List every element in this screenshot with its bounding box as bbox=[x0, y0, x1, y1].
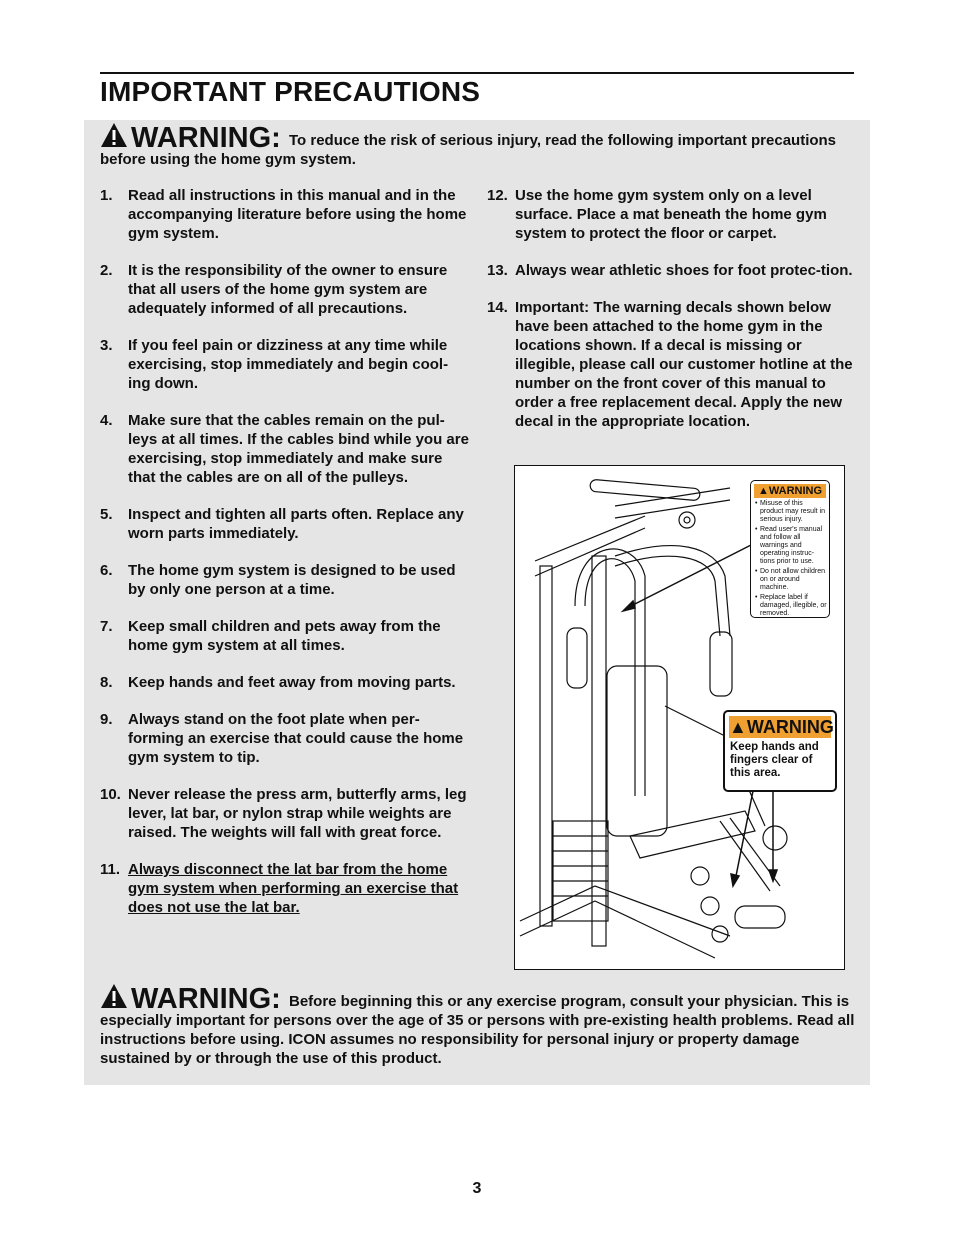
page-number: 3 bbox=[472, 1180, 482, 1197]
warning-triangle-icon bbox=[100, 122, 128, 148]
decal-bullet: • Read user's manual and follow all warnings and operating instruc-tions prior to use. bbox=[755, 526, 827, 566]
warning-decal-small bbox=[750, 480, 830, 618]
list-item: 8. Keep hands and feet away from moving parts. bbox=[100, 674, 456, 691]
warning-triangle-icon bbox=[100, 983, 128, 1009]
decal-text: Keep hands and fingers clear of this area. bbox=[730, 741, 819, 779]
decal-header: ▲WARNING bbox=[729, 717, 834, 737]
top-rule bbox=[100, 72, 854, 74]
decal-bullet: • Misuse of this product may result in serious injury. bbox=[755, 500, 827, 524]
list-item: 7. Keep small children and pets away from the home gym system at all times. bbox=[100, 618, 441, 654]
page-title: IMPORTANT PRECAUTIONS bbox=[100, 76, 481, 107]
warning-label: WARNING: bbox=[131, 983, 281, 1015]
precautions-list-left bbox=[100, 186, 470, 935]
list-item: 3. If you feel pain or dizziness at any time while exercising, stop immediately and begin cool-ing down. bbox=[100, 337, 449, 392]
list-item: 6. The home gym system is designed to be used by only one person at a time. bbox=[100, 562, 456, 598]
list-item: 12. Use the home gym system only on a level surface. Place a mat beneath the home gym system to protect the floor or carpet. bbox=[487, 187, 827, 242]
list-item: 13. Always wear athletic shoes for foot protec-tion. bbox=[487, 262, 853, 279]
warning-bottom bbox=[100, 983, 860, 1068]
list-item: 11. Always disconnect the lat bar from the home gym system when performing an exercise that does not use the lat bar. bbox=[100, 861, 459, 916]
list-item: 10. Never release the press arm, butterfly arms, leg lever, lat bar, or nylon strap while weights are raised. The weights will fall with great force. bbox=[100, 786, 467, 841]
decal-bullet: • Replace label if damaged, illegible, or removed. bbox=[755, 594, 827, 618]
warning-decal-large bbox=[723, 710, 837, 792]
warning-top bbox=[100, 122, 860, 169]
decal-header: ▲WARNING bbox=[754, 484, 826, 498]
decal-bullet: • Do not allow children on or around machine. bbox=[755, 568, 827, 592]
home-gym-figure bbox=[514, 465, 845, 970]
warning-text: To reduce the risk of serious injury, read the following important precautions before using the home gym system. bbox=[100, 132, 837, 168]
list-item: 5. Inspect and tighten all parts often. Replace any worn parts immediately. bbox=[100, 506, 464, 542]
list-item: 1. Read all instructions in this manual and in the accompanying literature before using the home gym system. bbox=[100, 187, 467, 242]
list-item: 2. It is the responsibility of the owner to ensure that all users of the home gym system are adequately informed of all precautions. bbox=[100, 262, 448, 317]
precautions-list-right bbox=[487, 186, 857, 449]
warning-label: WARNING: bbox=[131, 122, 281, 154]
warning-text: Before beginning this or any exercise program, consult your physician. This is especially important for persons over the age of 35 or persons with pre-existing health problems. Read all instructions before using. ICON assumes no responsibility for personal injury or property damage sustained by or through the use of this product. bbox=[100, 993, 855, 1067]
list-item: 14. Important: The warning decals shown below have been attached to the home gym in the locations shown. If a decal is missing or illegible, please call our customer hotline at the number on the front cover of this manual to order a free replacement decal. Apply the new decal in the appropriate location. bbox=[487, 299, 853, 430]
list-item: 4. Make sure that the cables remain on the pul-leys at all times. If the cables bind while you are exercising, stop immediately and make sure that the cables are on all of the pulleys. bbox=[100, 412, 469, 486]
list-item: 9. Always stand on the foot plate when per-forming an exercise that could cause the home gym system to tip. bbox=[100, 711, 464, 766]
